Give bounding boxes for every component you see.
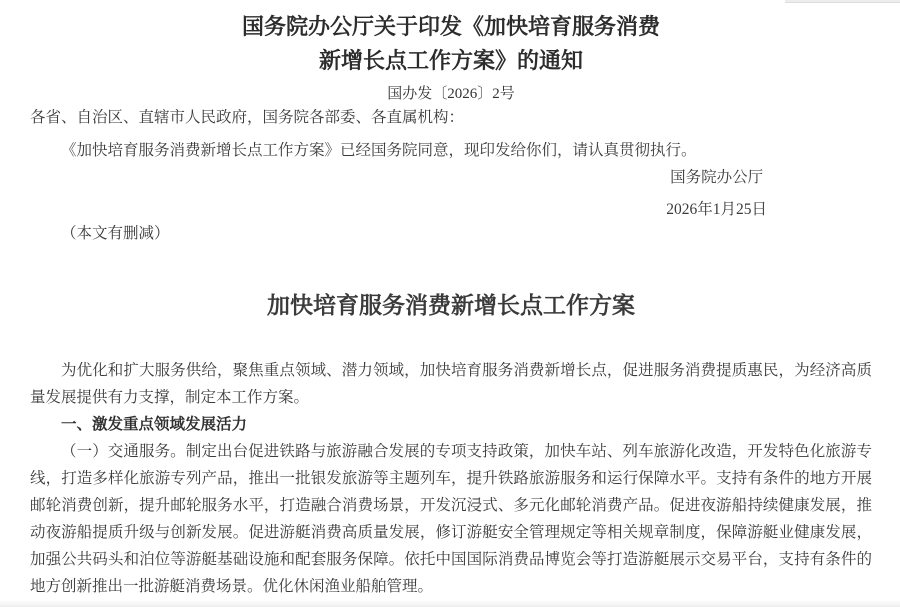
signature-org: 国务院办公厅	[670, 169, 764, 186]
deletion-note: （本文有删减）	[61, 225, 170, 242]
forward-paragraph: 《加快培育服务消费新增长点工作方案》已经国务院同意，现印发给你们，请认真贯彻执行。	[61, 142, 697, 159]
window-edge-artifact	[785, 0, 900, 3]
plan-body	[30, 357, 872, 600]
bottom-shadow	[0, 600, 900, 607]
salutation: 各省、自治区、直辖市人民政府，国务院各部委、各直属机构：	[30, 109, 465, 126]
notice-body	[30, 104, 872, 247]
section1-paragraph-transport: （一）交通服务。制定出台促进铁路与旅游融合发展的专项支持政策，加快车站、列车旅游化改造，开发特色化旅游专线，打造多样化旅游专列产品，推出一批银发旅游等主题列车，提升铁路旅游服务和运行保障水平。支持有条件的地方开展邮轮消费创新，提升邮轮服务水平，打造融合消费场景，开发沉浸式、多元化邮轮消费产品。促进夜游船持续健康发展，推动夜游船提质升级与创新发展。促进游艇消费高质量发展，修订游艇安全管理规定等相关规章制度，保障游艇业健康发展，加强公共码头和泊位等游艇基础设施和配套服务保障。依托中国国际消费品博览会等打造游艇展示交易平台，支持有条件的地方创新推出一批游艇消费场景。优化休闲渔业船舶管理。	[30, 443, 872, 595]
section1-heading: 一、激发重点领域发展活力	[61, 416, 248, 433]
notice-title-line1: 国务院办公厅关于印发《加快培育服务消费	[241, 14, 660, 39]
plan-title: 加快培育服务消费新增长点工作方案	[267, 293, 635, 318]
notice-title-line2: 新增长点工作方案》的通知	[318, 48, 583, 73]
signature-date: 2026年1月25日	[666, 201, 767, 218]
plan-intro-paragraph: 为优化和扩大服务供给，聚焦重点领域、潜力领域，加快培育服务消费新增长点，促进服务消费提质惠民，为经济高质量发展提供有力支撑，制定本工作方案。	[30, 362, 872, 406]
document-number: 国办发〔2026〕2号	[387, 86, 515, 102]
notice-title	[30, 10, 872, 78]
signature-block	[666, 164, 767, 223]
